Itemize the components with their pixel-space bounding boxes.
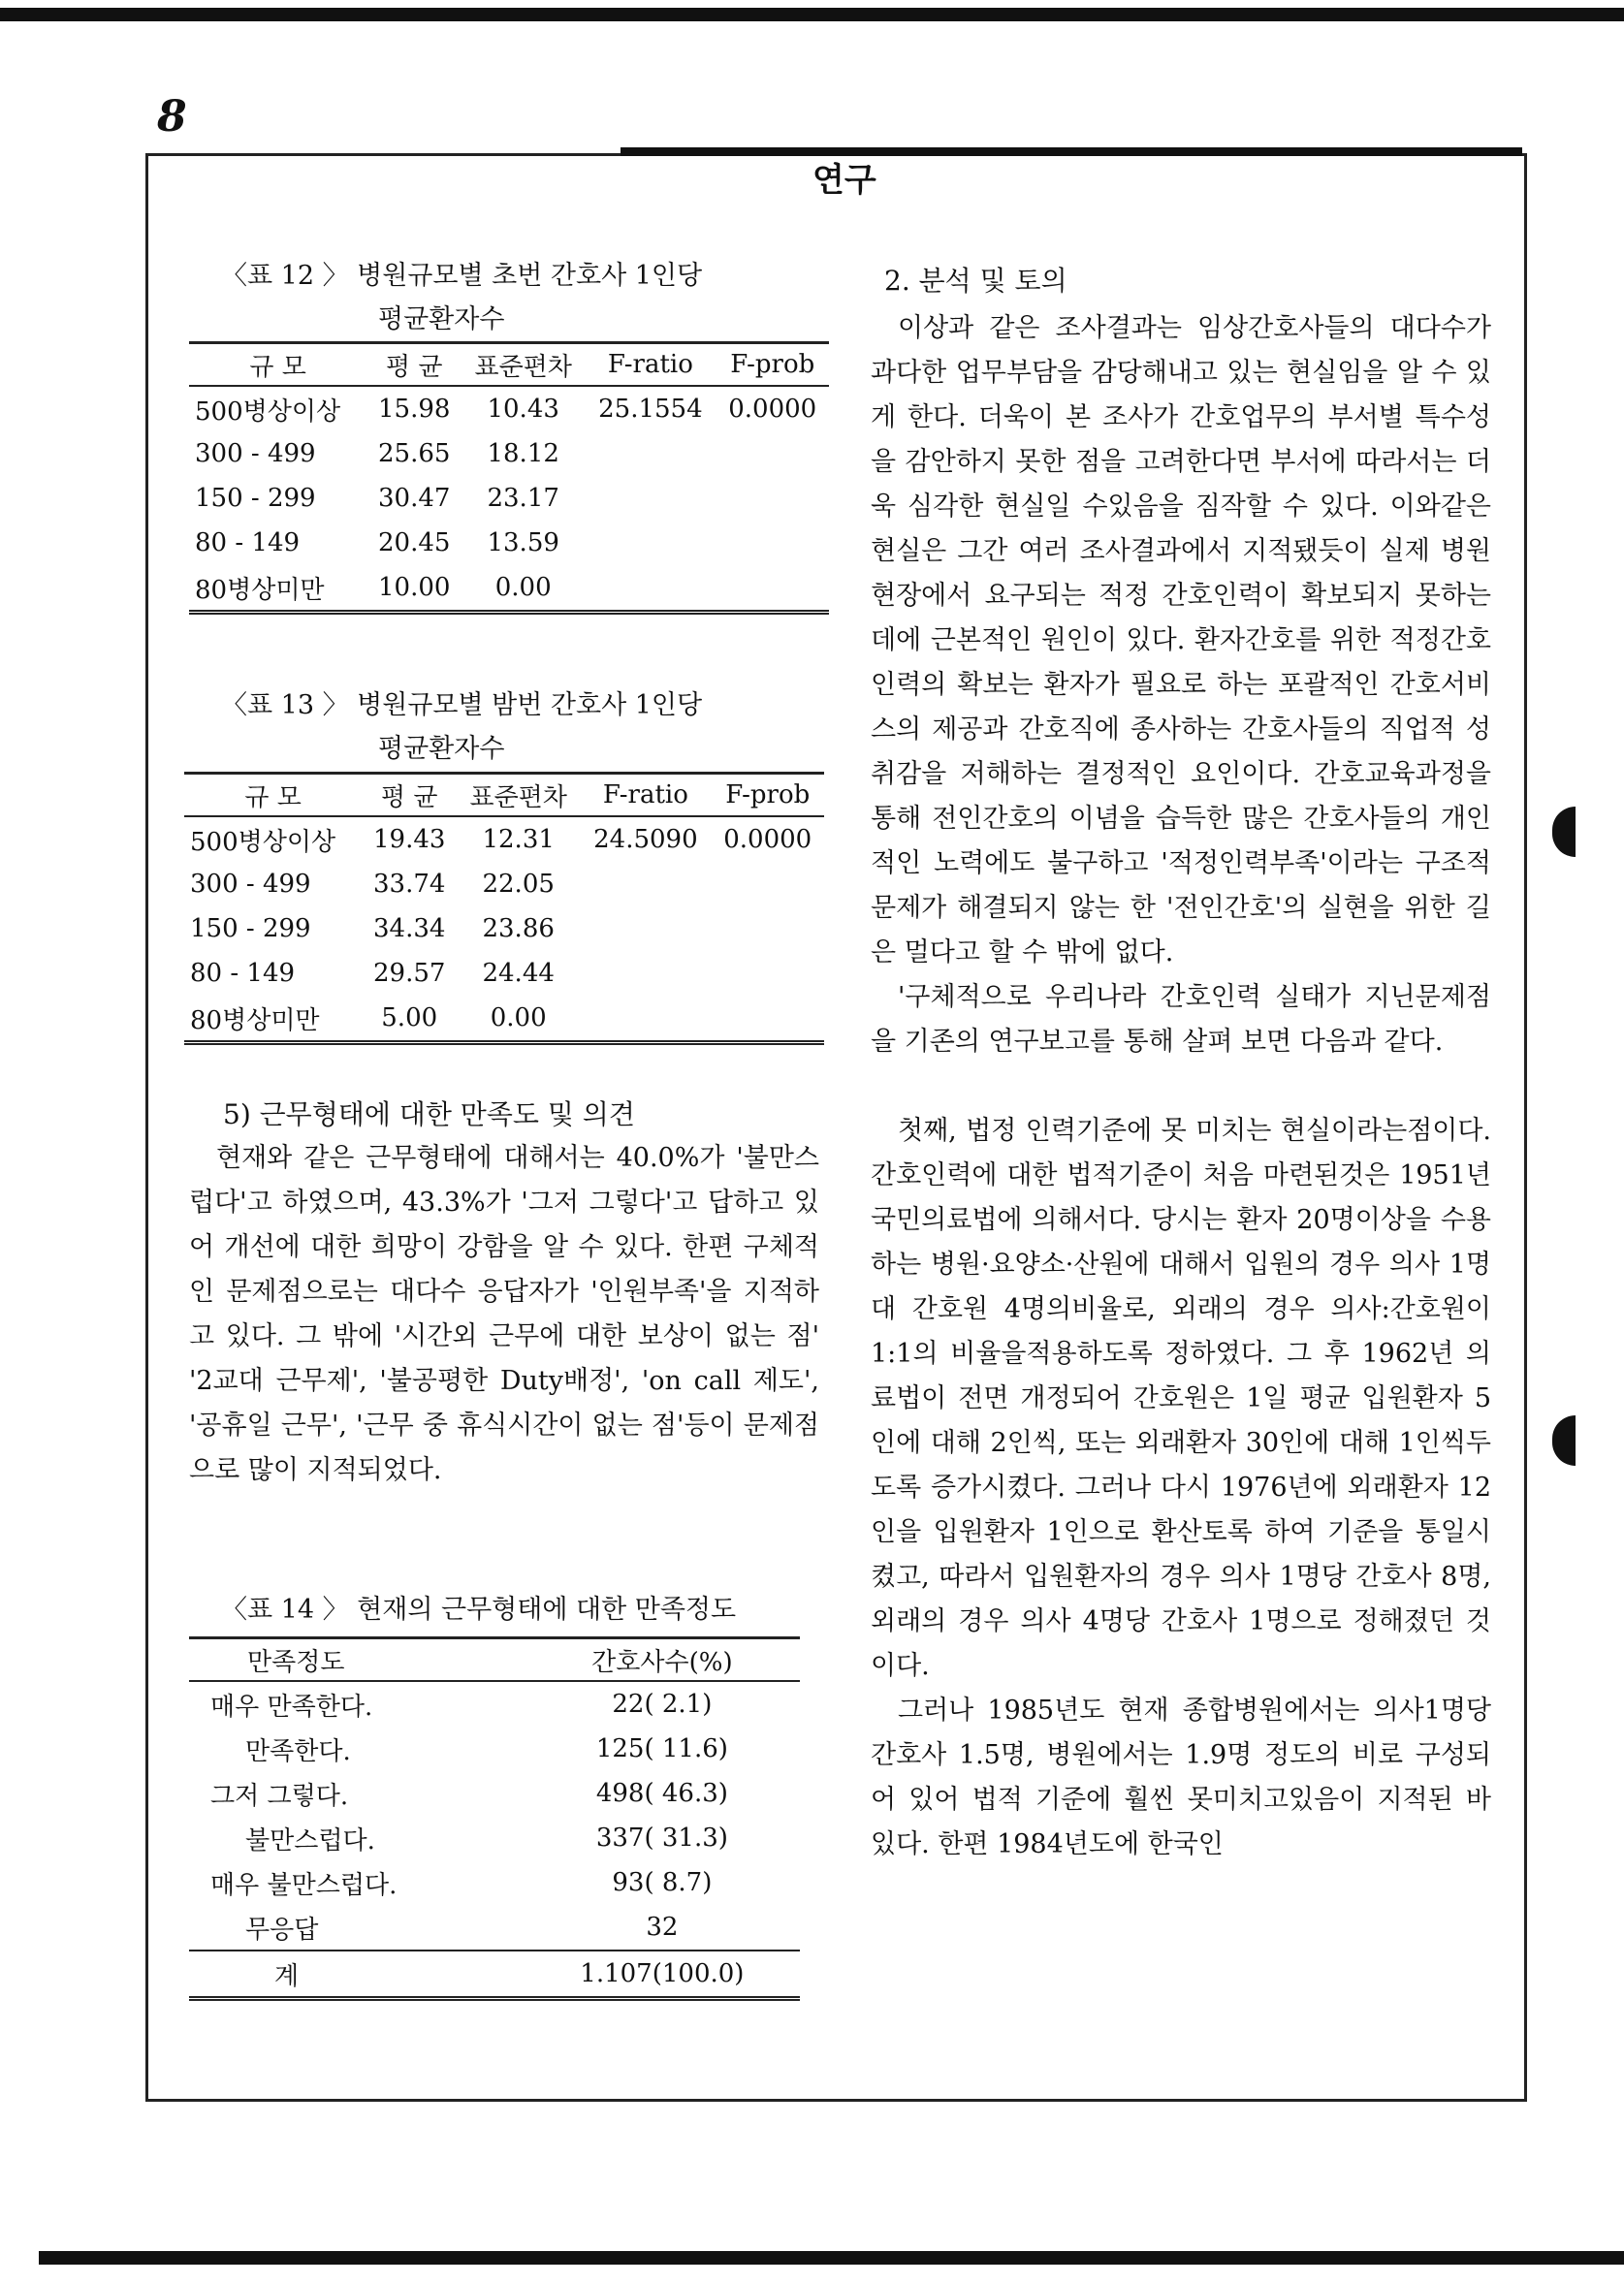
table-cell: 80 - 149	[190, 959, 296, 988]
table14-caption: 〈표 14 〉 현재의 근무형태에 대한 만족정도	[221, 1595, 737, 1625]
table-row	[189, 1681, 800, 1727]
table-cell: 그저 그렇다.	[210, 1781, 349, 1811]
table-cell: 150 - 299	[190, 914, 311, 943]
table-cell	[716, 476, 829, 521]
table-cell: 32	[646, 1913, 679, 1942]
table-cell	[716, 521, 829, 565]
table-cell	[585, 521, 716, 565]
table-cell: 불만스럽다.	[245, 1825, 375, 1856]
header-rule	[621, 147, 1522, 156]
table-cell: 계	[189, 1951, 525, 1999]
table13-header: F-ratio	[580, 774, 711, 817]
table-cell: 15.98	[377, 395, 451, 424]
table-row	[189, 386, 829, 431]
table13-header: F-prob	[711, 774, 824, 817]
table-cell: 22( 2.1)	[612, 1690, 713, 1719]
table-cell: 5.00	[362, 996, 457, 1043]
table-cell	[711, 996, 824, 1043]
table12-header-row	[189, 343, 829, 387]
table-cell: 80 - 149	[195, 528, 301, 557]
table-cell: 25.1554	[598, 395, 703, 424]
table-cell: 매우 만족한다.	[210, 1692, 373, 1722]
table-row	[189, 476, 829, 521]
table-row	[189, 1860, 800, 1905]
table-cell	[580, 951, 711, 996]
table-row	[184, 862, 824, 906]
right-section-body	[871, 306, 1491, 1867]
table-cell: 498( 46.3)	[595, 1779, 728, 1808]
table-cell: 만족한다.	[245, 1736, 351, 1766]
table-cell: 24.5090	[593, 825, 698, 854]
table12-header: 규 모	[189, 343, 366, 387]
binding-hole-mark	[1552, 1415, 1576, 1466]
left-section-heading: 5) 근무형태에 대한 만족도 및 의견	[223, 1098, 635, 1130]
table-cell: 337( 31.3)	[595, 1824, 728, 1853]
table-cell	[585, 476, 716, 521]
right-section-heading: 2. 분석 및 토의	[884, 265, 1067, 297]
table14-header: 간호사수(%)	[525, 1638, 800, 1682]
table-cell: 500병상이상	[190, 827, 336, 857]
table13-header-row	[184, 774, 824, 817]
table13-caption-line2: 평균환자수	[378, 734, 505, 764]
left-section-paragraph: 현재와 같은 근무형태에 대해서는 40.0%가 '불만스럽다'고 하였으며, 43.3%가 '그저 그렇다'고 답하고 있어 개선에 대한 희망이 강함을 알 수 있다. 한편 구체적인 문제점으로는 대다수 응답자가 '인원부족'을 지적하고 있다. 그 밖에 '시간외 근무에 대한 보상이 없는 점' '2교대 근무제', '불공평한 Duty배정', 'on call 제도', '공휴일 근무', '근무 중 휴식시간이 없는 점'등이 문제점으로 많이 지적되었다.	[189, 1143, 819, 1485]
table-cell	[585, 565, 716, 613]
table-cell: 150 - 299	[195, 484, 316, 513]
table-cell: 매우 불만스럽다.	[210, 1870, 398, 1900]
table-cell: 10.43	[487, 395, 559, 424]
table-cell: 13.59	[487, 528, 559, 557]
table-row	[189, 1771, 800, 1816]
table14-header: 만족정도	[189, 1638, 525, 1682]
table-cell: 20.45	[377, 528, 451, 557]
table-cell: 300 - 499	[190, 870, 311, 899]
table14	[189, 1636, 800, 2001]
table12-header: 표준편차	[462, 343, 585, 387]
table-cell: 23.86	[482, 914, 555, 943]
table-cell: 34.34	[372, 914, 446, 943]
table-cell: 500병상이상	[195, 397, 341, 427]
table-cell: 0.0000	[728, 395, 817, 424]
table-cell: 19.43	[372, 825, 446, 854]
table-cell: 93( 8.7)	[612, 1868, 713, 1897]
table-cell: 23.17	[487, 484, 559, 513]
bottom-scan-bar	[39, 2251, 1624, 2265]
right-paragraph-1: 이상과 같은 조사결과는 임상간호사들의 대다수가 과다한 업무부담을 감당해내고 있는 현실임을 알 수 있게 한다. 더욱이 본 조사가 간호업무의 부서별 특수성을 감안하지 못한 점을 고려한다면 부서에 따라서는 더욱 심각한 현실일 수있음을 짐작할 수 있다. 이와같은 현실은 그간 여러 조사결과에서 지적됐듯이 실제 병원 현장에서 요구되는 적정 간호인력이 확보되지 못하는 데에 근본적인 원인이 있다. 환자간호를 위한 적정간호인력의 확보는 환자가 필요로 하는 포괄적인 간호서비스의 제공과 간호직에 종사하는 간호사들의 직업적 성취감을 저해하는 결정적인 요인이다. 간호교육과정을 통해 전인간호의 이념을 습득한 많은 간호사들의 개인적인 노력에도 불구하고 '적정인력부족'이라는 구조적 문제가 해결되지 않는 한 '전인간호'의 실현을 위한 길은 멀다고 할 수 밖에 없다.	[871, 313, 1491, 968]
table12	[189, 341, 829, 615]
table-cell	[716, 565, 829, 613]
table-row	[184, 951, 824, 996]
left-section-body	[189, 1136, 819, 1493]
table-row	[189, 1951, 800, 1999]
table13-caption	[221, 683, 702, 771]
table13	[184, 772, 824, 1045]
table-cell: 125( 11.6)	[595, 1734, 728, 1763]
table-cell: 24.44	[482, 959, 555, 988]
table-row	[184, 906, 824, 951]
table-cell: 12.31	[482, 825, 555, 854]
table-row	[189, 1816, 800, 1860]
table14-header-row	[189, 1638, 800, 1682]
right-paragraph-2: '구체적으로 우리나라 간호인력 실태가 지닌문제점을 기존의 연구보고를 통해 살펴 보면 다음과 같다.	[871, 982, 1491, 1057]
section-title: 연구	[812, 161, 876, 200]
table-row	[184, 816, 824, 862]
table-cell: 10.00	[366, 565, 462, 613]
table-cell: 22.05	[482, 870, 555, 899]
top-scan-bar	[0, 8, 1624, 21]
table-cell	[711, 862, 824, 906]
table12-caption-line2: 평균환자수	[378, 304, 505, 334]
table-cell	[711, 951, 824, 996]
table12-header: F-ratio	[585, 343, 716, 387]
table-cell: 0.0000	[723, 825, 812, 854]
table-cell: 0.00	[457, 996, 580, 1043]
page-number: 8	[157, 92, 187, 142]
table-cell: 80병상미만	[189, 565, 366, 613]
table-cell	[580, 862, 711, 906]
table12-caption	[221, 254, 702, 341]
table-cell	[585, 431, 716, 476]
table-cell	[711, 906, 824, 951]
table-cell	[580, 996, 711, 1043]
table-cell	[716, 431, 829, 476]
table-row	[189, 1905, 800, 1951]
binding-hole-mark	[1552, 807, 1576, 857]
table-row	[189, 431, 829, 476]
table-cell: 18.12	[487, 439, 559, 468]
right-paragraph-3: 첫째, 법정 인력기준에 못 미치는 현실이라는점이다. 간호인력에 대한 법적기준이 처음 마련된것은 1951년 국민의료법에 의해서다. 당시는 환자 20명이상을 수용하는 병원·요양소·산원에 대해서 입원의 경우 의사 1명대 간호원 4명의비율로, 외래의 경우 의사:간호원이 1:1의 비율을적용하도록 정하였다. 그 후 1962년 의료법이 전면 개정되어 간호원은 1일 평균 입원환자 5인에 대해 2인씩, 또는 외래환자 30인에 대해 1인씩두도록 증가시켰다. 그러나 다시 1976년에 외래환자 12인을 입원환자 1인으로 환산토록 하여 기준을 통일시켰고, 따라서 입원환자의 경우 의사 1명당 간호사 8명, 외래의 경우 의사 4명당 간호사 1명으로 정해졌던 것이다.	[871, 1116, 1491, 1681]
table13-header: 규 모	[184, 774, 362, 817]
table13-header: 표준편차	[457, 774, 580, 817]
table13-header: 평 균	[362, 774, 457, 817]
table-row	[189, 521, 829, 565]
table-cell: 30.47	[377, 484, 451, 513]
table-cell: 무응답	[245, 1915, 319, 1945]
table-cell: 33.74	[372, 870, 446, 899]
table-cell: 80병상미만	[184, 996, 362, 1043]
table-row	[184, 996, 824, 1043]
table12-caption-line1: 〈표 12 〉 병원규모별 초번 간호사 1인당	[221, 261, 703, 291]
right-paragraph-4: 그러나 1985년도 현재 종합병원에서는 의사1명당 간호사 1.5명, 병원에서는 1.9명 정도의 비로 구성되어 있어 법적 기준에 훨씬 못미치고있음이 지적된 바 있다. 한편 1984년도에 한국인	[871, 1696, 1491, 1859]
table-cell: 25.65	[377, 439, 451, 468]
table-cell: 29.57	[372, 959, 446, 988]
table-cell: 0.00	[462, 565, 585, 613]
table12-header: 평 균	[366, 343, 462, 387]
table-cell: 300 - 499	[195, 439, 316, 468]
table13-caption-line1: 〈표 13 〉 병원규모별 밤번 간호사 1인당	[221, 690, 703, 720]
table-row	[189, 565, 829, 613]
table-cell	[580, 906, 711, 951]
table12-header: F-prob	[716, 343, 829, 387]
table-row	[189, 1727, 800, 1771]
table-cell: 1.107(100.0)	[525, 1951, 800, 1999]
